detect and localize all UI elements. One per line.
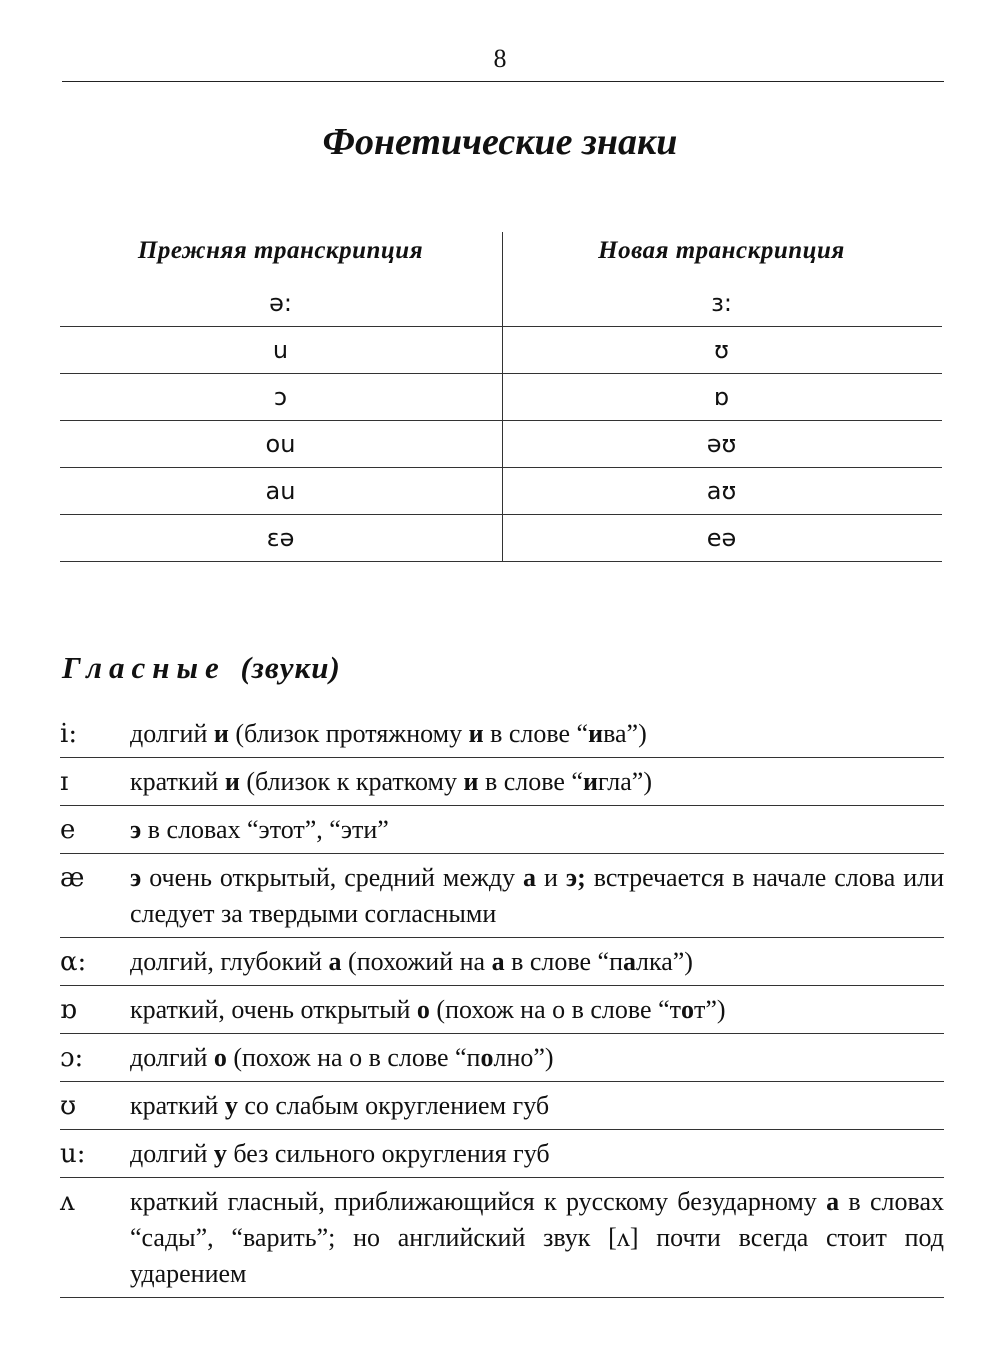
bold-letter: э [130,863,142,892]
description-text: долгий, глубокий [130,947,329,976]
bold-letter: о [416,995,430,1024]
vowel-symbol: ʌ [60,1187,75,1217]
header-old-transcription: Прежняя транскрипция [137,237,424,264]
description-text: (близок протяжному [228,719,469,748]
old-symbol: ə: [269,289,292,317]
description-text: гла”) [597,767,652,796]
vowels-title-paren: (звуки) [240,650,341,685]
vowels-section-title [62,650,341,686]
table-row [60,374,942,421]
description-text: т”) [693,995,726,1024]
description-text: краткий [130,767,225,796]
bold-letter: а [523,863,537,892]
description-text: в слове “ [483,719,589,748]
bold-letter: о [480,1043,494,1072]
bold-letter: а [328,947,342,976]
description-text: очень открытый, средний между [141,863,524,892]
table-row [60,515,942,562]
description-text: встречается в начале слова или следует за твердыми согласными [130,863,944,928]
description-text: (похож на о в слове “т [429,995,681,1024]
description-text: (близок к краткому [239,767,464,796]
bold-letter: а [826,1187,840,1216]
vowel-row [60,1130,944,1178]
description-text: ва”) [603,719,647,748]
description-text: (похож на о в слове “п [226,1043,481,1072]
page-number: 8 [493,44,507,73]
new-symbol: ɜ: [711,289,732,317]
bold-letter: у [213,1139,227,1168]
page-title: Фонетические знаки [322,121,678,163]
vowel-row [60,1178,944,1298]
bold-letter: а [491,947,505,976]
new-symbol: ʊ [714,336,729,364]
vowel-symbol: u: [60,1139,86,1169]
vowel-description [130,1184,944,1292]
vowel-description [130,1136,944,1172]
column-divider [502,232,503,562]
vowel-description [130,1088,944,1124]
old-symbol: ou [265,430,296,458]
old-symbol: u [272,336,289,364]
bold-letter: э; [565,863,586,892]
description-text: в слове “ [478,767,583,796]
vowel-row [60,806,944,854]
bold-letter: и [224,767,240,796]
bold-letter: и [213,719,229,748]
vowel-symbol: e [60,815,76,845]
vowel-description [130,860,944,932]
old-symbol: ɔ [273,383,288,411]
vowel-row [60,1082,944,1130]
description-text: краткий, очень открытый [130,995,417,1024]
transcription-table [60,222,942,562]
old-symbol: ɛə [266,524,295,552]
vowel-row [60,854,944,938]
description-text: краткий гласный, приближающийся к русскому безударному [130,1187,827,1216]
bold-letter: и [468,719,484,748]
description-text: лно”) [493,1043,554,1072]
vowel-symbol: æ [60,863,85,893]
vowel-symbol: ɪ [60,767,69,797]
vowel-symbol: i: [60,719,78,749]
bold-letter: э [130,815,142,844]
vowels-list [60,710,944,1298]
description-text: лка”) [636,947,693,976]
description-text: в словах “этот”, “эти” [141,815,389,844]
header-rule [62,81,944,82]
old-symbol: au [265,477,296,505]
bold-letter: о [213,1043,227,1072]
description-text: со слабым округлением губ [237,1091,550,1120]
description-text: и [536,863,566,892]
vowels-title-main: Гласные [62,650,226,685]
vowel-description [130,944,944,980]
description-text: в словах “сады”, “варить”; но английский звук [ʌ] почти всегда стоит под ударением [130,1187,945,1288]
vowel-description [130,764,944,800]
vowel-row [60,1034,944,1082]
vowel-symbol: α: [60,947,87,977]
description-text: без сильного округления губ [226,1139,550,1168]
table-row [60,327,942,374]
vowel-description [130,1040,944,1076]
bold-letter: а [623,947,636,976]
bold-letter: о [680,995,694,1024]
table-row [60,468,942,515]
vowel-row [60,986,944,1034]
table-header [60,222,942,280]
vowel-symbol: ʊ [60,1091,77,1121]
vowel-row [60,710,944,758]
vowel-description [130,716,944,752]
description-text: долгий [130,1139,214,1168]
new-symbol: ɒ [713,383,730,411]
bold-letter: и [582,767,598,796]
table-row [60,280,942,327]
description-text: в слове “п [504,947,623,976]
vowel-description [130,812,944,848]
description-text: (похожий на [341,947,492,976]
description-text: долгий [130,719,214,748]
new-symbol: əʊ [706,430,737,458]
bold-letter: и [463,767,479,796]
vowel-description [130,992,944,1028]
new-symbol: aʊ [706,477,737,505]
bold-letter: у [224,1091,238,1120]
vowel-row [60,938,944,986]
vowel-symbol: ɒ [60,995,77,1025]
vowel-row [60,758,944,806]
vowel-symbol: ɔ: [60,1043,84,1073]
bold-letter: и [588,719,604,748]
description-text: краткий [130,1091,225,1120]
new-symbol: eə [706,524,737,552]
header-new-transcription: Новая транскрипция [598,237,845,264]
description-text: долгий [130,1043,214,1072]
table-row [60,421,942,468]
